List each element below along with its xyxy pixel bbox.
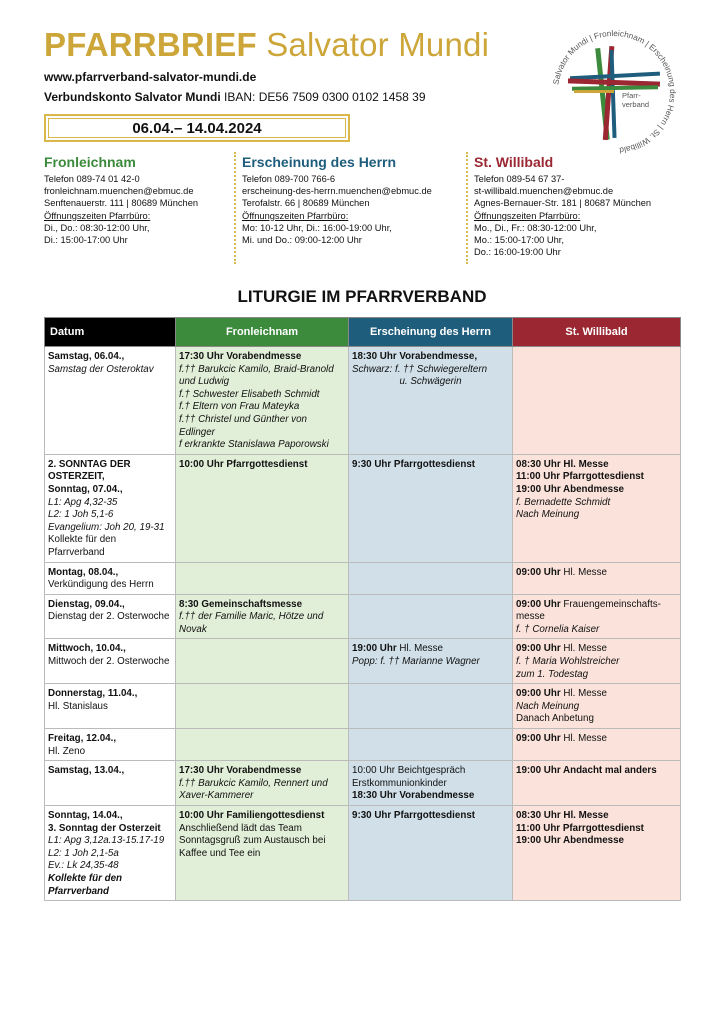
table-row bbox=[45, 347, 681, 455]
cell-line bbox=[516, 733, 677, 746]
cell-line: f.†† Christel und Günther von Edlinger bbox=[179, 413, 307, 438]
logo-ring-text: Salvator Mundi | Fronleichnam | Erscheinung des Herrn | St. Willibald bbox=[551, 28, 678, 155]
cell-line: 11:00 Uhr Pfarrgottesdienst bbox=[516, 471, 644, 483]
table-row bbox=[45, 729, 681, 761]
cell-line: 9:30 Uhr Pfarrgottesdienst bbox=[352, 810, 476, 821]
cell-line: f.† Schwester Elisabeth Schmidt bbox=[179, 388, 320, 400]
cell-erscheinung bbox=[349, 761, 513, 806]
cell-willibald bbox=[513, 594, 681, 639]
cell-text: Hl. Messe bbox=[560, 643, 607, 655]
cell-text: Hl. Messe bbox=[560, 733, 607, 745]
cell-line: 11:00 Uhr Pfarrgottesdienst bbox=[516, 822, 644, 834]
cell-line: Schwarz: f. †† Schwiegereltern bbox=[352, 363, 488, 375]
cell-fronleichnam bbox=[176, 454, 349, 562]
parish-hours-line: Do.: 16:00-19:00 Uhr bbox=[474, 247, 561, 258]
title-rest: Salvator Mundi bbox=[256, 26, 490, 63]
cell-line: Freitag, 12.04., bbox=[48, 733, 117, 745]
cell-line: Nach Meinung bbox=[516, 509, 580, 521]
cell-line: 19:00 Uhr Abendmesse bbox=[516, 483, 624, 495]
parish-phone: Telefon 089-54 67 37- bbox=[474, 174, 565, 184]
cell-line: Sonntag, 07.04., bbox=[48, 483, 123, 495]
cell-fronleichnam bbox=[176, 562, 349, 594]
cell-line: Evangelium: Joh 20, 19-31 bbox=[48, 521, 165, 533]
cell-willibald bbox=[513, 729, 681, 761]
cell-line: f. † Maria Wohlstreicher bbox=[516, 656, 620, 668]
liturgie-table bbox=[44, 317, 681, 901]
cell-fronleichnam bbox=[176, 639, 349, 684]
parish-email[interactable]: st-willibald.muenchen@ebmuc.de bbox=[474, 186, 614, 197]
cell-line bbox=[516, 688, 677, 701]
table-row bbox=[45, 684, 681, 729]
table-row bbox=[45, 761, 681, 806]
cell-line: f.† Eltern von Frau Mateyka bbox=[179, 401, 300, 413]
cell-line: L1: Apg 4,32-35 bbox=[48, 496, 118, 508]
cell-willibald bbox=[513, 684, 681, 729]
cell-line: Samstag der Osteroktav bbox=[48, 363, 154, 375]
table-row bbox=[45, 594, 681, 639]
cell-datum bbox=[45, 761, 176, 806]
cell-line: 08:30 Uhr Hl. Messe bbox=[516, 810, 609, 821]
parish-address: Senftenauerstr. 111 | 80689 München bbox=[44, 198, 199, 209]
cell-erscheinung bbox=[349, 594, 513, 639]
cell-line: Dienstag, 09.04., bbox=[48, 598, 125, 610]
cell-line: Popp: f. †† Marianne Wagner bbox=[352, 656, 480, 668]
title-bold: PFARRBRIEF bbox=[44, 26, 257, 63]
cell-fronleichnam bbox=[176, 347, 349, 455]
cell-line: L2: 1 Joh 5,1-6 bbox=[48, 509, 114, 521]
parish-email[interactable]: erscheinung-des-herrn.muenchen@ebmuc.de bbox=[242, 186, 432, 197]
parish-email[interactable]: fronleichnam.muenchen@ebmuc.de bbox=[44, 186, 194, 197]
website-link[interactable]: www.pfarrverband-salvator-mundi.de bbox=[44, 70, 257, 84]
cell-fronleichnam bbox=[176, 684, 349, 729]
table-row bbox=[45, 562, 681, 594]
cell-text: Hl. Messe bbox=[560, 688, 607, 700]
cell-line: 19:00 Uhr Andacht mal anders bbox=[516, 765, 657, 777]
cell-line: 3. Sonntag der Osterzeit bbox=[48, 822, 161, 834]
cell-line: L1: Apg 3,12a.13-15.17-19 bbox=[48, 835, 165, 847]
cell-erscheinung bbox=[349, 639, 513, 684]
cell-line: Ev.: Lk 24,35-48 bbox=[48, 860, 119, 872]
cell-line: Anschließend lädt das Team Sonntagsgruß zum Austausch bei Kaffee und Tee ein bbox=[179, 822, 326, 859]
cell-line: 17:30 Uhr Vorabendmesse bbox=[179, 765, 302, 777]
cell-datum bbox=[45, 562, 176, 594]
parish-hours-label: Öffnungszeiten Pfarrbüro: bbox=[474, 210, 581, 221]
cell-datum bbox=[45, 594, 176, 639]
cell-line: 2. SONNTAG DER OSTERZEIT, bbox=[48, 458, 131, 483]
cell-line: 18:30 Uhr Vorabendmesse bbox=[352, 790, 475, 802]
cell-line: 10:00 Uhr Familiengottesdienst bbox=[179, 810, 325, 821]
cell-fronleichnam bbox=[176, 729, 349, 761]
cell-line bbox=[352, 643, 509, 656]
cell-time: 09:00 Uhr bbox=[516, 688, 561, 700]
logo-center-2: verband bbox=[622, 100, 650, 109]
table-row bbox=[45, 454, 681, 562]
cell-line: 8:30 Gemeinschaftsmesse bbox=[179, 598, 303, 610]
parish-name: Erscheinung des Herrn bbox=[242, 154, 397, 170]
cell-willibald bbox=[513, 347, 681, 455]
date-range: 06.04.– 14.04.2024 bbox=[48, 118, 346, 138]
page-title bbox=[44, 26, 489, 64]
parish-hours-line: Di.: 15:00-17:00 Uhr bbox=[44, 235, 128, 246]
header-willibald: St. Willibald bbox=[513, 318, 681, 347]
cell-fronleichnam bbox=[176, 761, 349, 806]
cell-line: Hl. Zeno bbox=[48, 745, 86, 757]
cell-line: 08:30 Uhr Hl. Messe bbox=[516, 458, 609, 470]
parish-hours-line: Di., Do.: 08:30-12:00 Uhr, bbox=[44, 222, 150, 233]
logo-center-1: Pfarr- bbox=[622, 91, 641, 100]
cell-line: 9:30 Uhr Pfarrgottesdienst bbox=[352, 458, 476, 470]
cell-line: zum 1. Todestag bbox=[516, 668, 589, 680]
cell-line: f. † Cornelia Kaiser bbox=[516, 623, 600, 635]
cell-line: f erkrankte Stanislawa Paporowski bbox=[179, 439, 329, 451]
cell-line: Kollekte für den Pfarrverband bbox=[48, 534, 117, 558]
parish-hours-line: Mo: 10-12 Uhr, Di.: 16:00-19:00 Uhr, bbox=[242, 222, 392, 233]
account-label: Verbundskonto Salvator Mundi bbox=[44, 90, 221, 104]
cell-text: Frauengemeinschafts-messe bbox=[516, 598, 661, 623]
cell-text: Hl. Messe bbox=[396, 643, 443, 655]
cell-willibald bbox=[513, 806, 681, 901]
bank-account bbox=[44, 90, 426, 104]
cell-erscheinung bbox=[349, 347, 513, 455]
cell-line: Kollekte für den Pfarrverband bbox=[48, 872, 123, 897]
cell-time: 09:00 Uhr bbox=[516, 733, 561, 745]
cell-line: f. Bernadette Schmidt bbox=[516, 496, 611, 508]
cell-line: f.†† Barukcic Kamilo, Rennert und Xaver-Kammerer bbox=[179, 777, 328, 802]
cell-line: Samstag, 13.04., bbox=[48, 765, 125, 777]
parish-phone: Telefon 089-700 766-6 bbox=[242, 174, 336, 184]
cell-fronleichnam bbox=[176, 594, 349, 639]
cell-line: Nach Meinung bbox=[516, 700, 580, 712]
cell-datum bbox=[45, 347, 176, 455]
date-range-box bbox=[44, 114, 350, 142]
cell-line: 19:00 Uhr Abendmesse bbox=[516, 835, 624, 847]
parish-willibald bbox=[466, 152, 651, 264]
cell-time: 09:00 Uhr bbox=[516, 566, 561, 578]
cell-erscheinung bbox=[349, 562, 513, 594]
cell-line bbox=[516, 643, 677, 656]
cell-line: f.†† Barukcic Kamilo, Braid-Branold und Ludwig bbox=[179, 363, 334, 388]
parish-hours-line: Mi. und Do.: 09:00-12:00 Uhr bbox=[242, 235, 362, 246]
cross-strokes bbox=[568, 46, 660, 140]
cell-datum bbox=[45, 639, 176, 684]
cell-line: Donnerstag, 11.04., bbox=[48, 688, 138, 700]
parish-hours-label: Öffnungszeiten Pfarrbüro: bbox=[242, 210, 349, 221]
header-fronleichnam: Fronleichnam bbox=[176, 318, 349, 347]
cell-willibald bbox=[513, 454, 681, 562]
cell-line bbox=[516, 599, 677, 624]
parish-fronleichnam bbox=[44, 152, 198, 246]
cell-line: L2: 1 Joh 2,1-5a bbox=[48, 847, 119, 859]
parish-name: Fronleichnam bbox=[44, 154, 136, 170]
cell-line: 10:00 Uhr Beichtgespräch Erstkommunionkinder bbox=[352, 765, 466, 789]
cell-datum bbox=[45, 729, 176, 761]
cell-text: Hl. Messe bbox=[560, 566, 607, 578]
cell-fronleichnam bbox=[176, 806, 349, 901]
iban-text: IBAN: DE56 7509 0300 0102 1458 39 bbox=[220, 90, 426, 104]
parish-hours-line: Mo.: 15:00-17:00 Uhr, bbox=[474, 235, 564, 246]
cell-willibald bbox=[513, 562, 681, 594]
cell-line: Mittwoch, 10.04., bbox=[48, 643, 126, 655]
cell-line: Samstag, 06.04., bbox=[48, 351, 125, 362]
cell-line: Sonntag, 14.04., bbox=[48, 810, 123, 821]
cell-datum bbox=[45, 806, 176, 901]
cell-line: 18:30 Uhr Vorabendmesse, bbox=[352, 351, 478, 362]
cell-line: Verkündigung des Herrn bbox=[48, 579, 154, 591]
cell-time: 09:00 Uhr bbox=[516, 643, 561, 655]
cell-line: Mittwoch der 2. Osterwoche bbox=[48, 656, 170, 668]
parish-name: St. Willibald bbox=[474, 154, 554, 170]
cell-willibald bbox=[513, 761, 681, 806]
cell-line: 10:00 Uhr Pfarrgottesdienst bbox=[179, 458, 308, 470]
header-erscheinung: Erscheinung des Herrn bbox=[349, 318, 513, 347]
parish-phone: Telefon 089-74 01 42-0 bbox=[44, 174, 140, 184]
cell-line: Dienstag der 2. Osterwoche bbox=[48, 611, 170, 623]
cell-line: 17:30 Uhr Vorabendmesse bbox=[179, 351, 302, 362]
parish-hours-label: Öffnungszeiten Pfarrbüro: bbox=[44, 210, 151, 221]
cell-willibald bbox=[513, 639, 681, 684]
pfarrverband-logo bbox=[548, 26, 680, 158]
cell-line: Montag, 08.04., bbox=[48, 566, 119, 578]
cell-time: 19:00 Uhr bbox=[352, 643, 397, 655]
cell-line: Hl. Stanislaus bbox=[48, 700, 108, 712]
table-row bbox=[45, 806, 681, 901]
cell-datum bbox=[45, 454, 176, 562]
cell-line bbox=[516, 567, 677, 580]
table-row bbox=[45, 639, 681, 684]
table-header-row bbox=[45, 318, 681, 347]
cell-erscheinung bbox=[349, 729, 513, 761]
cell-erscheinung bbox=[349, 806, 513, 901]
header-datum: Datum bbox=[45, 318, 176, 347]
liturgie-heading: LITURGIE IM PFARRVERBAND bbox=[237, 287, 487, 306]
cell-time: 09:00 Uhr bbox=[516, 598, 561, 610]
parish-erscheinung bbox=[234, 152, 432, 264]
parish-hours-line: Mo., Di., Fr.: 08:30-12:00 Uhr, bbox=[474, 222, 597, 233]
cell-erscheinung bbox=[349, 684, 513, 729]
parish-address: Agnes-Bernauer-Str. 181 | 80687 München bbox=[474, 198, 652, 209]
cell-erscheinung bbox=[349, 454, 513, 562]
cell-line: f.†† der Familie Maric, Hötze und Novak bbox=[179, 611, 324, 635]
cell-datum bbox=[45, 684, 176, 729]
parish-address: Terofalstr. 66 | 80689 München bbox=[242, 198, 370, 209]
cell-line: u. Schwägerin bbox=[399, 376, 462, 388]
cell-line: Danach Anbetung bbox=[516, 713, 594, 725]
